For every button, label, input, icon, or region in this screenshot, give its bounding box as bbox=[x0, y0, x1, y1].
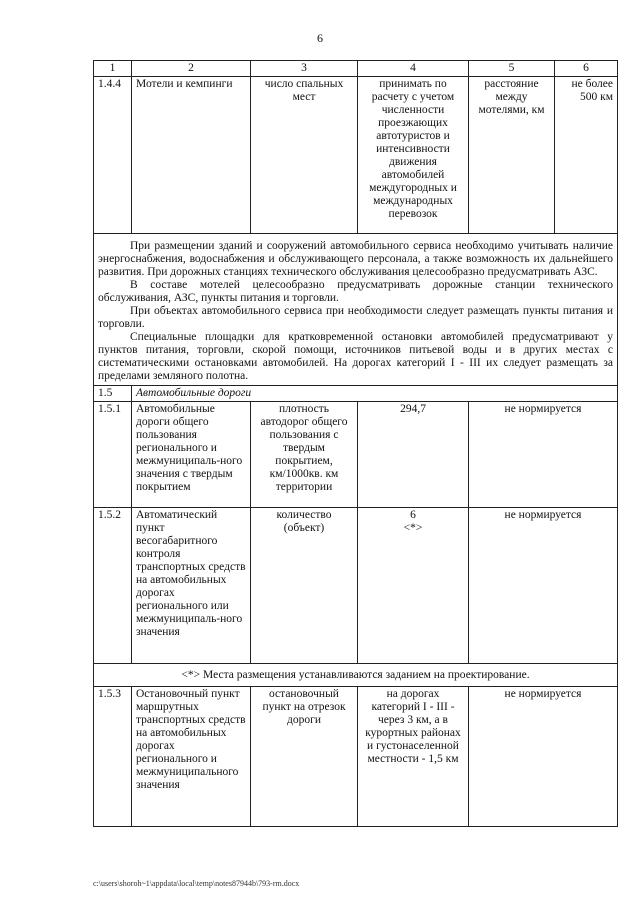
norm-value: на дорогах категорий I - III - через 3 км, а в курортных районах и густонаселенной местности - 1,5 км bbox=[358, 687, 469, 827]
col-number-1: 1 bbox=[94, 61, 132, 77]
footnote-marker: <*> bbox=[403, 522, 423, 534]
table-row bbox=[94, 508, 618, 664]
table-row bbox=[94, 77, 618, 234]
footnote-row bbox=[94, 664, 618, 687]
col-number-6: 6 bbox=[555, 61, 618, 77]
paragraph: Специальные площадки для кратковременной остановки автомобилей предусматривают у пунктов питания, торговли, скорой помощи, источников питьевой воды и в других местах с систематическими остановками автомобилей. На дорогах категорий I - III их следует размещать за пределами земляного полотна. bbox=[98, 331, 613, 382]
row-number: 1.5.1 bbox=[94, 402, 132, 508]
paragraph: В составе мотелей целесообразно предусматривать дорожные станции технического обслуживания, АЗС, пункты питания и торговли. bbox=[98, 279, 613, 304]
row-number: 1.5.2 bbox=[94, 508, 132, 664]
page-number: 6 bbox=[317, 31, 323, 45]
indicator: число спальных мест bbox=[251, 77, 358, 234]
accessibility: не нормируется bbox=[469, 687, 618, 827]
accessibility: не нормируется bbox=[469, 402, 618, 508]
indicator: количество (объект) bbox=[251, 508, 358, 664]
footnote: <*> Места размещения устанавливаются заданием на проектирование. bbox=[94, 664, 618, 687]
norms-table bbox=[93, 60, 618, 827]
table-row bbox=[94, 402, 618, 508]
paragraph: При размещении зданий и сооружений автомобильного сервиса необходимо учитывать наличие энергоснабжения, водоснабжения и обслуживающего персонала, а также возможность их дальнейшего развития. При дорожных станциях технического обслуживания целесообразно предусматривать АЗС. bbox=[98, 240, 613, 278]
paragraph: При объектах автомобильного сервиса при необходимости следует размещать пункты питания и торговли. bbox=[98, 305, 613, 330]
section-title: Автомобильные дороги bbox=[132, 386, 618, 402]
indicator: плотность автодорог общего пользования с твердым покрытием, км/1000кв. км территории bbox=[251, 402, 358, 508]
row-number: 1.5.3 bbox=[94, 687, 132, 827]
file-path-footer: c:\users\shoroh~1\appdata\local\temp\notes87944b\793-rm.docx bbox=[93, 879, 300, 888]
indicator: остановочный пункт на отрезок дороги bbox=[251, 687, 358, 827]
facility-name: Автоматический пункт весогабаритного контроля транспортных средств на автомобильных дорогах регионального или межмуниципаль-ного значения bbox=[132, 508, 251, 664]
norm-value: 294,7 bbox=[358, 402, 469, 508]
section-row bbox=[94, 386, 618, 402]
facility-name: Автомобильные дороги общего пользования регионального и межмуниципаль-ного значения с твердым покрытием bbox=[132, 402, 251, 508]
table-row bbox=[94, 687, 618, 827]
norm-value: принимать по расчету с учетом численности проезжающих автотуристов и интенсивности движения автомобилей междугородных и международных перевозок bbox=[358, 77, 469, 234]
col-number-2: 2 bbox=[132, 61, 251, 77]
facility-name: Остановочный пункт маршрутных транспортных средств на автомобильных дорогах регионального и межмуниципального значения bbox=[132, 687, 251, 827]
section-number: 1.5 bbox=[94, 386, 132, 402]
col-number-5: 5 bbox=[469, 61, 555, 77]
row-number: 1.4.4 bbox=[94, 77, 132, 234]
accessibility-value: не более 500 км bbox=[555, 77, 618, 234]
norm-value-cell bbox=[358, 508, 469, 664]
accessibility-label: расстояние между мотелями, км bbox=[469, 77, 555, 234]
notes-row bbox=[94, 234, 618, 386]
col-number-4: 4 bbox=[358, 61, 469, 77]
col-number-3: 3 bbox=[251, 61, 358, 77]
facility-name: Мотели и кемпинги bbox=[132, 77, 251, 234]
accessibility: не нормируется bbox=[469, 508, 618, 664]
norm-value: 6 bbox=[410, 509, 416, 521]
column-number-row bbox=[94, 61, 618, 77]
